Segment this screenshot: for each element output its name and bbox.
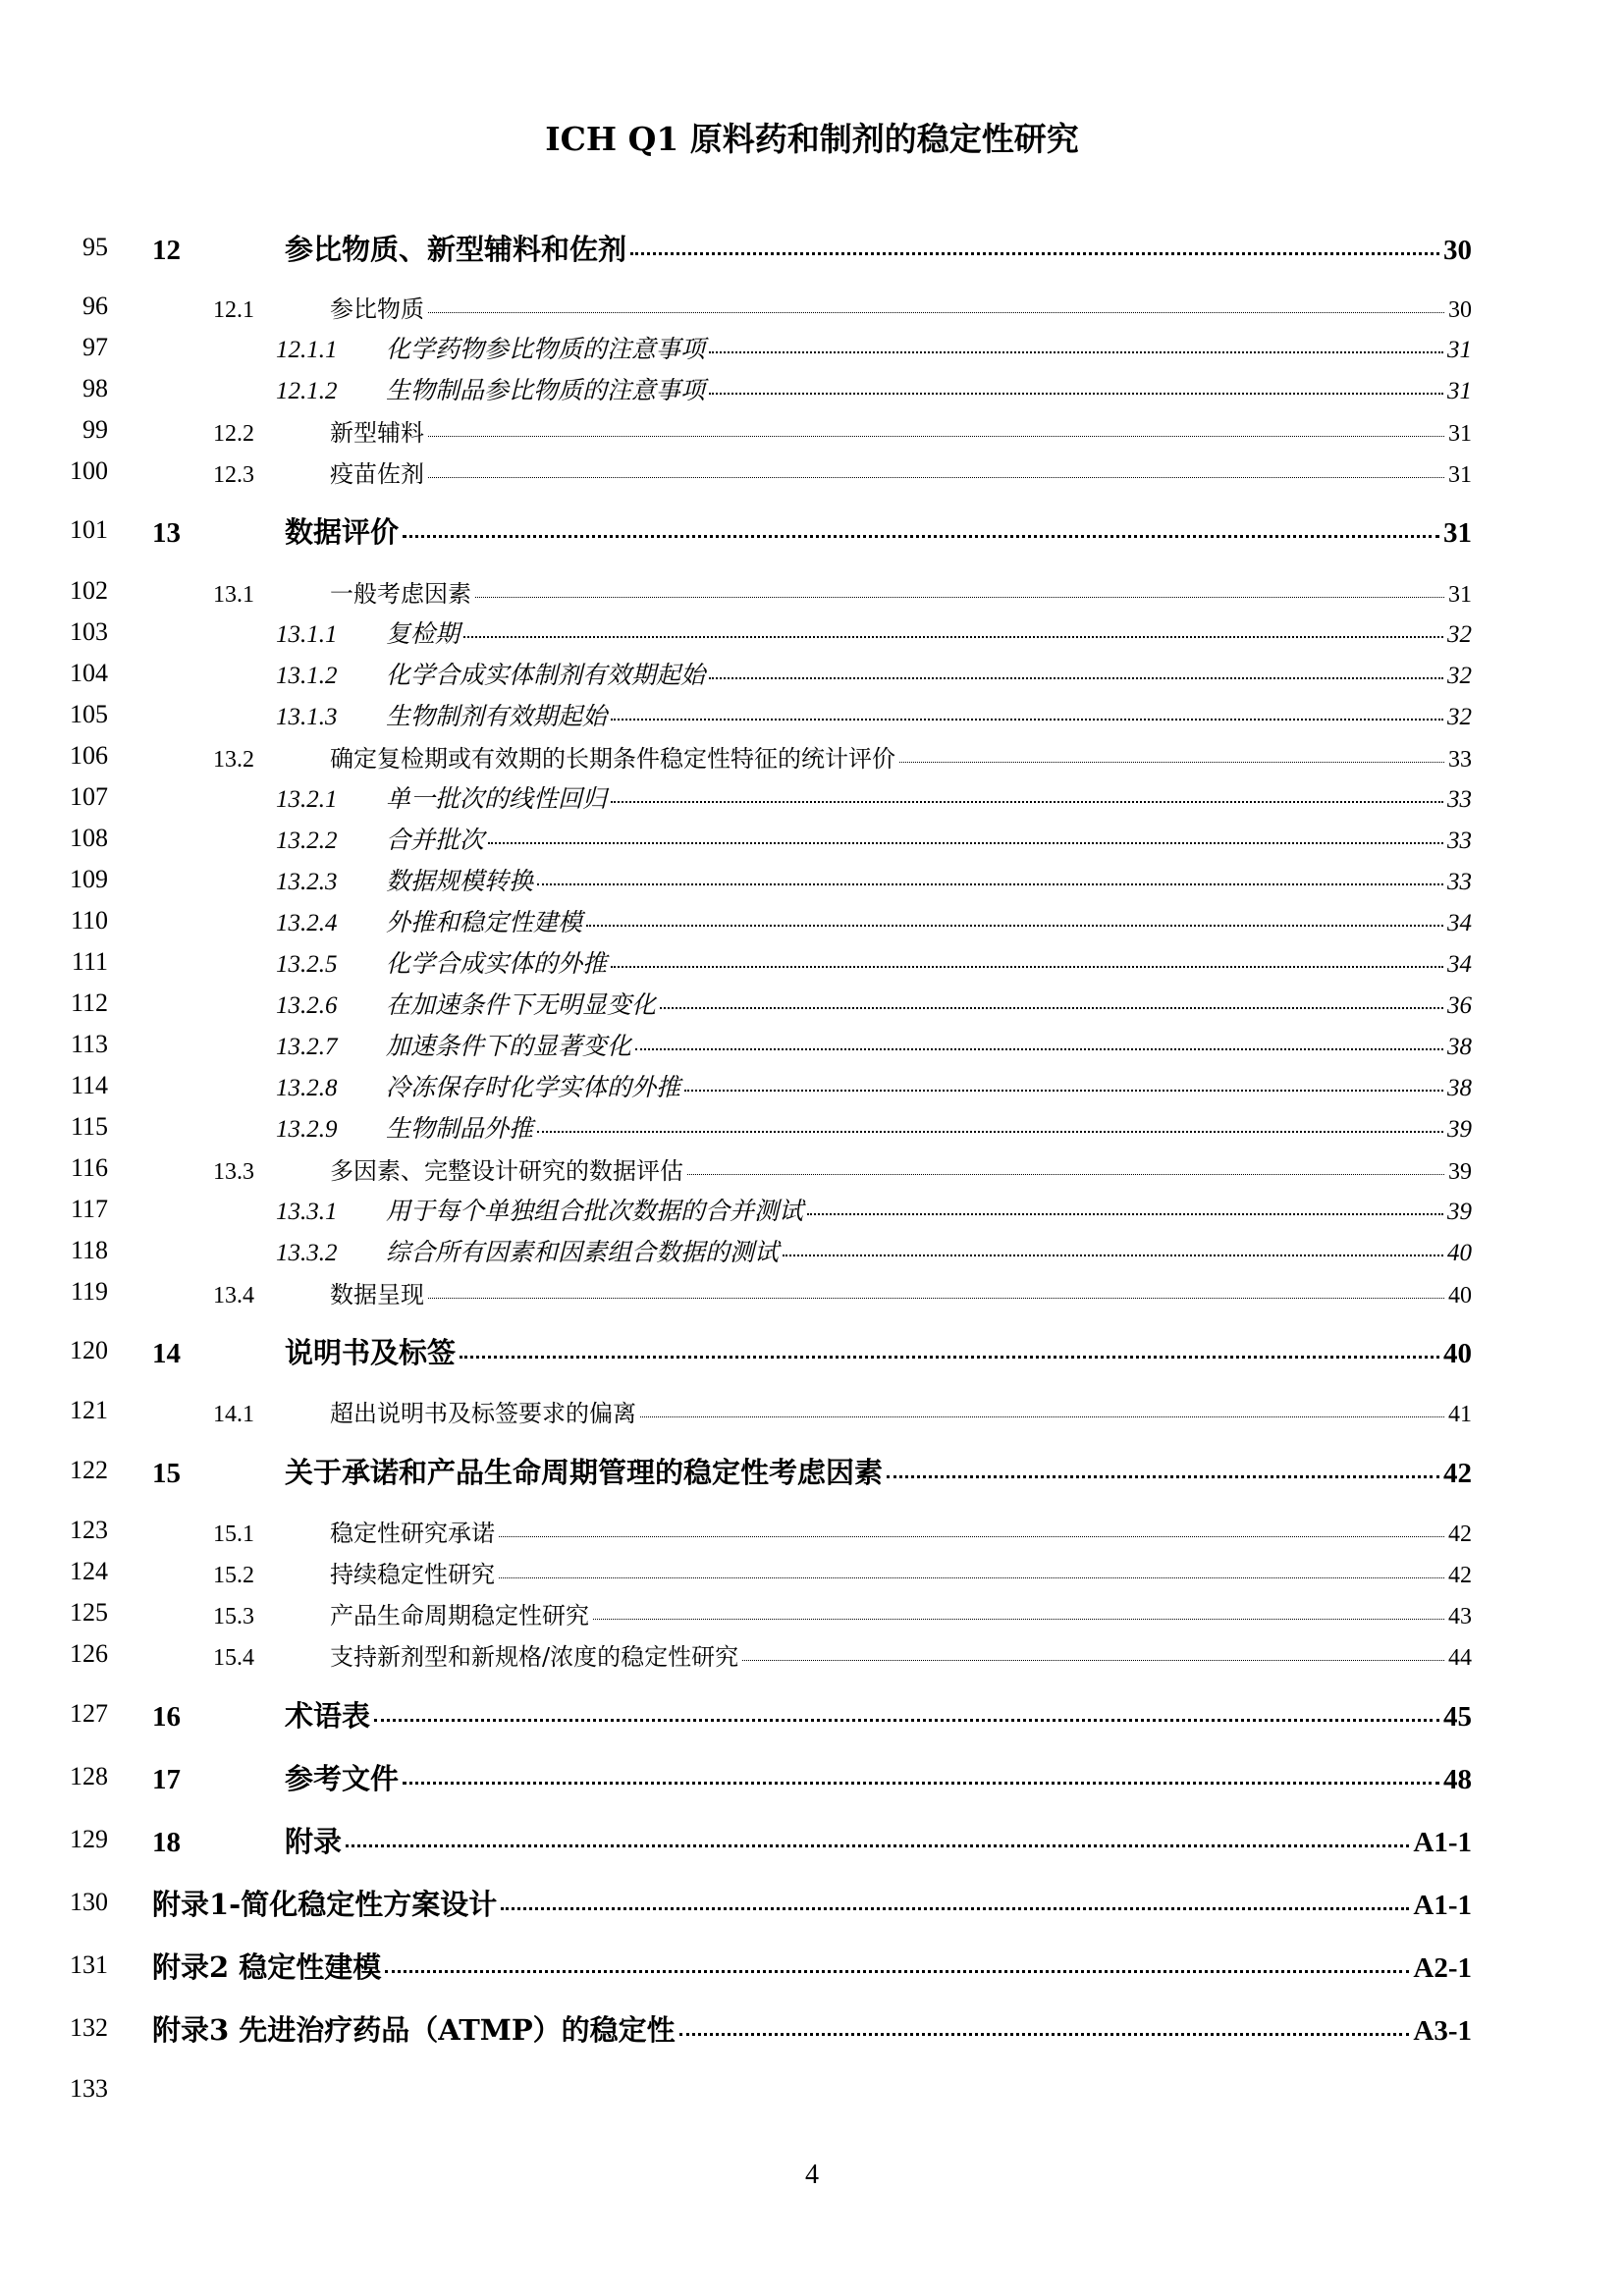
dot-leader xyxy=(537,883,1443,885)
line-number: 127 xyxy=(70,1699,108,1728)
dot-leader xyxy=(403,1782,1439,1785)
line-number: 109 xyxy=(70,865,108,893)
toc-row xyxy=(0,777,1624,817)
line-number: 125 xyxy=(70,1598,108,1627)
page-ref: 31 xyxy=(1447,378,1472,404)
page-ref: 45 xyxy=(1443,1700,1472,1733)
section-number: 13.1 xyxy=(213,581,254,608)
section-title: 疫苗佐剂 xyxy=(330,459,424,488)
section-number: 13.2.6 xyxy=(276,992,338,1019)
dot-leader xyxy=(709,677,1443,679)
line-number: 101 xyxy=(70,515,108,544)
dot-leader xyxy=(630,252,1439,255)
section-title: 化学药物参比物质的注意事项 xyxy=(386,335,706,363)
toc-entry[interactable] xyxy=(276,614,1472,650)
section-number: 13.2.7 xyxy=(276,1034,338,1060)
toc-entry[interactable] xyxy=(276,1109,1472,1145)
toc-row xyxy=(0,369,1624,408)
toc-row xyxy=(0,736,1624,775)
page-ref: A2-1 xyxy=(1413,1951,1472,1984)
dot-leader xyxy=(807,1213,1443,1215)
dot-leader xyxy=(403,535,1439,538)
dot-leader xyxy=(428,1298,1444,1299)
page-ref: 33 xyxy=(1447,828,1472,854)
section-title: 加速条件下的显著变化 xyxy=(386,1032,632,1060)
toc-row xyxy=(0,860,1624,899)
section-number: 13.3.1 xyxy=(276,1199,338,1225)
section-title: 确定复检期或有效期的长期条件稳定性特征的统计评价 xyxy=(330,744,895,773)
toc-row xyxy=(0,1066,1624,1105)
toc-entry[interactable] xyxy=(152,1757,1472,1797)
dot-leader xyxy=(460,1356,1439,1359)
toc-row xyxy=(0,1231,1624,1270)
line-number: 102 xyxy=(70,576,108,605)
line-number: 133 xyxy=(70,2074,108,2103)
page-ref: 34 xyxy=(1447,910,1472,936)
line-number: 128 xyxy=(70,1762,108,1790)
dot-leader xyxy=(475,597,1444,598)
line-number: 105 xyxy=(70,700,108,728)
toc-entry[interactable] xyxy=(276,986,1472,1021)
section-number: 12.3 xyxy=(213,461,254,488)
toc-row xyxy=(0,1820,1624,1859)
dot-leader xyxy=(385,1970,1409,1973)
line-number: 106 xyxy=(70,741,108,770)
line-number: 129 xyxy=(70,1825,108,1853)
section-title: 附录1-简化稳定性方案设计 xyxy=(152,1887,498,1921)
toc-row xyxy=(0,1552,1624,1591)
toc-entry[interactable] xyxy=(276,944,1472,980)
toc-entry[interactable] xyxy=(276,1027,1472,1062)
section-title: 化学合成实体的外推 xyxy=(386,949,608,978)
toc-entry[interactable] xyxy=(213,290,1472,324)
section-title: 合并批次 xyxy=(386,826,485,854)
toc-row xyxy=(0,1391,1624,1430)
page-ref: 33 xyxy=(1447,869,1472,895)
page-ref: 39 xyxy=(1447,1116,1472,1143)
toc-entry[interactable] xyxy=(276,1192,1472,1227)
toc-row xyxy=(0,287,1624,326)
section-number: 13.1.1 xyxy=(276,621,338,648)
toc-entry[interactable] xyxy=(152,510,1472,551)
dot-leader xyxy=(640,1416,1444,1417)
section-title: 数据呈现 xyxy=(330,1280,424,1308)
page-ref: 31 xyxy=(1448,420,1472,447)
page-ref: 42 xyxy=(1443,1457,1472,1489)
section-title: 综合所有因素和因素组合数据的测试 xyxy=(386,1238,780,1266)
toc-entry[interactable] xyxy=(213,739,1472,774)
section-title: 用于每个单独组合批次数据的合并测试 xyxy=(386,1197,804,1225)
section-number: 12.1 xyxy=(213,296,254,323)
section-title: 参比物质、新型辅料和佐剂 xyxy=(285,232,627,266)
page-ref: 48 xyxy=(1443,1763,1472,1795)
toc-entry[interactable] xyxy=(152,1451,1472,1491)
line-number: 111 xyxy=(71,947,108,976)
line-number: 96 xyxy=(82,292,108,320)
dot-leader xyxy=(684,1090,1443,1092)
section-number: 12 xyxy=(152,234,181,266)
dot-leader xyxy=(428,477,1444,478)
section-title: 附录3 先进治疗药品（ATMP）的稳定性 xyxy=(152,2012,676,2047)
dot-leader xyxy=(611,719,1443,721)
section-number: 15.1 xyxy=(213,1521,254,1547)
section-number: 12.1.2 xyxy=(276,378,338,404)
dot-leader xyxy=(742,1660,1444,1661)
toc-row xyxy=(0,942,1624,982)
toc-entry[interactable] xyxy=(276,1068,1472,1103)
page-ref: 34 xyxy=(1447,951,1472,978)
line-number: 99 xyxy=(82,415,108,444)
line-number: 119 xyxy=(70,1277,108,1306)
toc-entry[interactable] xyxy=(213,1394,1472,1428)
dot-leader xyxy=(709,393,1443,395)
page-ref: 33 xyxy=(1447,786,1472,813)
section-title: 生物制剂有效期起始 xyxy=(386,702,608,730)
section-title: 关于承诺和产品生命周期管理的稳定性考虑因素 xyxy=(285,1455,884,1489)
toc-entry[interactable] xyxy=(213,1275,1472,1309)
dot-leader xyxy=(687,1174,1444,1175)
toc-row xyxy=(0,819,1624,858)
dot-leader xyxy=(593,1619,1444,1620)
page-ref: 42 xyxy=(1448,1521,1472,1547)
toc-row xyxy=(0,1694,1624,1734)
page-ref: 38 xyxy=(1447,1075,1472,1101)
section-number: 13.2.8 xyxy=(276,1075,338,1101)
toc-entry[interactable] xyxy=(276,697,1472,732)
line-number: 114 xyxy=(70,1071,108,1099)
toc-entry[interactable] xyxy=(213,1514,1472,1548)
page-ref: A1-1 xyxy=(1413,1889,1472,1921)
toc-entry[interactable] xyxy=(152,1946,1472,1986)
page-number: 4 xyxy=(805,2160,819,2190)
page-ref: 31 xyxy=(1443,516,1472,549)
page-ref: 30 xyxy=(1448,296,1472,323)
line-number: 112 xyxy=(70,988,108,1017)
dot-leader xyxy=(374,1719,1439,1722)
toc-entry[interactable] xyxy=(276,1233,1472,1268)
section-number: 16 xyxy=(152,1700,181,1733)
line-number: 130 xyxy=(70,1888,108,1916)
page-ref: 31 xyxy=(1448,461,1472,488)
toc-row xyxy=(0,1148,1624,1188)
toc-row xyxy=(0,613,1624,652)
section-title: 持续稳定性研究 xyxy=(330,1560,495,1588)
section-title: 生物制品外推 xyxy=(386,1114,534,1143)
dot-leader xyxy=(660,1007,1443,1009)
section-number: 13.4 xyxy=(213,1282,254,1308)
toc-row xyxy=(0,510,1624,550)
page-ref: 40 xyxy=(1447,1240,1472,1266)
section-title: 新型辅料 xyxy=(330,418,424,447)
section-number: 14.1 xyxy=(213,1401,254,1427)
section-number: 14 xyxy=(152,1337,181,1369)
dot-leader xyxy=(783,1255,1443,1256)
toc-row xyxy=(0,695,1624,734)
dot-leader xyxy=(501,1907,1409,1910)
section-title: 术语表 xyxy=(285,1698,371,1733)
section-number: 13.2.4 xyxy=(276,910,338,936)
line-number: 118 xyxy=(70,1236,108,1264)
section-number: 13.2.9 xyxy=(276,1116,338,1143)
section-number: 13.3 xyxy=(213,1158,254,1185)
toc-row xyxy=(0,1593,1624,1632)
dot-leader xyxy=(611,966,1443,968)
page-ref: 32 xyxy=(1447,621,1472,648)
page-ref: 40 xyxy=(1443,1337,1472,1369)
page-ref: 38 xyxy=(1447,1034,1472,1060)
toc-entry[interactable] xyxy=(213,454,1472,489)
toc-row xyxy=(0,1946,1624,1985)
section-title: 数据评价 xyxy=(285,514,400,549)
page-ref: 39 xyxy=(1448,1158,1472,1185)
toc-entry[interactable] xyxy=(213,413,1472,448)
dot-leader xyxy=(679,2033,1410,2036)
line-number: 113 xyxy=(70,1030,108,1058)
section-number: 15.4 xyxy=(213,1644,254,1671)
section-number: 13.2.3 xyxy=(276,869,338,895)
dot-leader xyxy=(428,436,1444,437)
section-number: 15.2 xyxy=(213,1562,254,1588)
page-ref: 42 xyxy=(1448,1562,1472,1588)
line-number: 100 xyxy=(70,456,108,485)
toc-row xyxy=(0,1511,1624,1550)
line-number: 122 xyxy=(70,1456,108,1484)
toc-row xyxy=(0,1331,1624,1370)
page-ref: 41 xyxy=(1448,1401,1472,1427)
line-number: 124 xyxy=(70,1557,108,1585)
line-number: 131 xyxy=(70,1950,108,1979)
dot-leader xyxy=(586,925,1443,927)
page-ref: 36 xyxy=(1447,992,1472,1019)
toc-entry[interactable] xyxy=(152,2008,1472,2049)
dot-leader xyxy=(899,762,1444,763)
line-number: 104 xyxy=(70,659,108,687)
section-title: 在加速条件下无明显变化 xyxy=(386,990,657,1019)
line-number: 110 xyxy=(70,906,108,934)
line-number: 97 xyxy=(82,333,108,361)
toc-entry[interactable] xyxy=(152,228,1472,268)
page-ref: A1-1 xyxy=(1413,1826,1472,1858)
toc-row xyxy=(0,410,1624,450)
toc-row xyxy=(0,1883,1624,1922)
line-number: 132 xyxy=(70,2013,108,2042)
section-number: 12.2 xyxy=(213,420,254,447)
section-number: 13.2.2 xyxy=(276,828,338,854)
toc-row xyxy=(0,1107,1624,1147)
line-number: 117 xyxy=(70,1195,108,1223)
dot-leader xyxy=(346,1844,1409,1847)
section-title: 附录 xyxy=(285,1824,343,1858)
section-title: 单一批次的线性回归 xyxy=(386,784,608,813)
dot-leader xyxy=(887,1475,1439,1478)
line-number: 116 xyxy=(70,1153,108,1182)
section-number: 13.2 xyxy=(213,746,254,773)
toc-row xyxy=(0,2008,1624,2048)
toc-entry[interactable] xyxy=(152,1820,1472,1860)
toc-row xyxy=(0,1272,1624,1311)
section-title: 超出说明书及标签要求的偏离 xyxy=(330,1399,636,1427)
toc-row xyxy=(0,1634,1624,1674)
section-number: 12.1.1 xyxy=(276,337,338,363)
line-number: 120 xyxy=(70,1336,108,1364)
toc-entry[interactable] xyxy=(152,1694,1472,1735)
line-number: 121 xyxy=(70,1396,108,1424)
section-title: 外推和稳定性建模 xyxy=(386,908,583,936)
toc-row xyxy=(0,654,1624,693)
line-number: 108 xyxy=(70,824,108,852)
line-number: 95 xyxy=(82,233,108,261)
line-number: 107 xyxy=(70,782,108,811)
page-ref: 40 xyxy=(1448,1282,1472,1308)
line-number: 126 xyxy=(70,1639,108,1668)
toc-row xyxy=(0,571,1624,611)
dot-leader xyxy=(499,1536,1444,1537)
page-ref: 32 xyxy=(1447,663,1472,689)
toc-row xyxy=(0,1190,1624,1229)
section-title: 数据规模转换 xyxy=(386,867,534,895)
toc-entry[interactable] xyxy=(152,1331,1472,1371)
section-number: 15 xyxy=(152,1457,181,1489)
toc-row xyxy=(0,1451,1624,1490)
section-title: 说明书及标签 xyxy=(285,1335,457,1369)
toc-entry[interactable] xyxy=(276,779,1472,815)
section-title: 附录2 稳定性建模 xyxy=(152,1949,382,1984)
page-ref: 39 xyxy=(1447,1199,1472,1225)
section-title: 产品生命周期稳定性研究 xyxy=(330,1601,589,1629)
toc-row xyxy=(0,1025,1624,1064)
toc-row xyxy=(0,984,1624,1023)
section-number: 18 xyxy=(152,1826,181,1858)
section-number: 15.3 xyxy=(213,1603,254,1629)
line-number: 123 xyxy=(70,1516,108,1544)
section-number: 17 xyxy=(152,1763,181,1795)
dot-leader xyxy=(635,1048,1443,1050)
section-title: 稳定性研究承诺 xyxy=(330,1519,495,1547)
dot-leader xyxy=(428,312,1444,313)
page-ref: 31 xyxy=(1447,337,1472,363)
section-title: 生物制品参比物质的注意事项 xyxy=(386,376,706,404)
page-title: ICH Q1 原料药和制剂的稳定性研究 xyxy=(545,120,1079,158)
toc-entry[interactable] xyxy=(213,1555,1472,1589)
page-ref: 30 xyxy=(1443,234,1472,266)
toc-entry[interactable] xyxy=(276,330,1472,365)
section-number: 13.2.5 xyxy=(276,951,338,978)
dot-leader xyxy=(611,801,1443,803)
section-number: 13.3.2 xyxy=(276,1240,338,1266)
section-title: 参比物质 xyxy=(330,294,424,323)
section-title: 多因素、完整设计研究的数据评估 xyxy=(330,1156,683,1185)
section-number: 13 xyxy=(152,516,181,549)
toc-entry[interactable] xyxy=(276,371,1472,406)
dot-leader xyxy=(709,351,1443,353)
page-ref: 31 xyxy=(1448,581,1472,608)
toc-entry[interactable] xyxy=(276,903,1472,938)
line-number: 103 xyxy=(70,617,108,646)
dot-leader xyxy=(499,1577,1444,1578)
section-title: 复检期 xyxy=(386,619,460,648)
section-title: 化学合成实体制剂有效期起始 xyxy=(386,661,706,689)
section-title: 参考文件 xyxy=(285,1761,400,1795)
page-ref: 44 xyxy=(1448,1644,1472,1671)
dot-leader xyxy=(537,1131,1443,1133)
line-number: 115 xyxy=(70,1112,108,1141)
dot-leader xyxy=(463,636,1443,638)
toc-row xyxy=(0,1757,1624,1796)
section-title: 一般考虑因素 xyxy=(330,579,471,608)
toc-row xyxy=(0,901,1624,940)
toc-entry[interactable] xyxy=(152,1883,1472,1923)
page-ref: A3-1 xyxy=(1413,2014,1472,2047)
toc-entry[interactable] xyxy=(213,574,1472,609)
section-title: 支持新剂型和新规格/浓度的稳定性研究 xyxy=(330,1642,739,1671)
toc-entry[interactable] xyxy=(213,1596,1472,1630)
toc-entry[interactable] xyxy=(276,862,1472,897)
section-number: 13.1.2 xyxy=(276,663,338,689)
toc-row xyxy=(0,452,1624,491)
toc-entry[interactable] xyxy=(276,821,1472,856)
section-number: 13.2.1 xyxy=(276,786,338,813)
toc-row xyxy=(0,2069,1624,2109)
dot-leader xyxy=(488,842,1443,844)
page-ref: 32 xyxy=(1447,704,1472,730)
line-number: 98 xyxy=(82,374,108,402)
toc-row xyxy=(0,328,1624,367)
toc-row xyxy=(0,228,1624,267)
page-ref: 43 xyxy=(1448,1603,1472,1629)
toc-entry[interactable] xyxy=(213,1151,1472,1186)
page-ref: 33 xyxy=(1448,746,1472,773)
section-title: 冷冻保存时化学实体的外推 xyxy=(386,1073,681,1101)
toc-entry[interactable] xyxy=(276,656,1472,691)
section-number: 13.1.3 xyxy=(276,704,338,730)
toc-entry[interactable] xyxy=(213,1637,1472,1672)
